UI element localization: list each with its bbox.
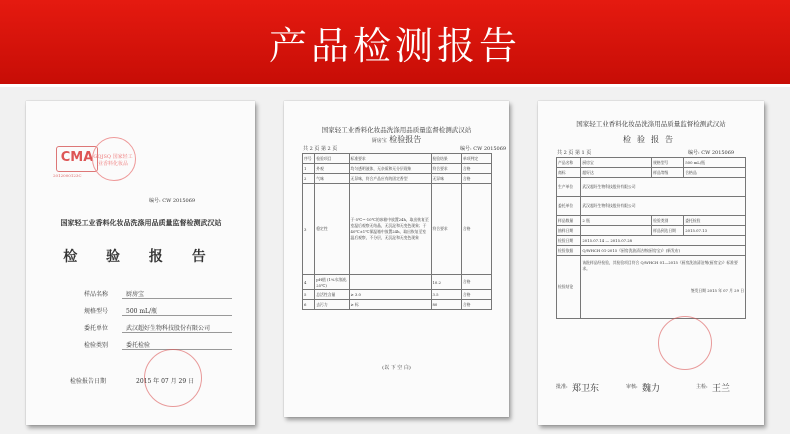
table-cell: 超好达 <box>581 168 652 178</box>
table-cell: 商标 <box>557 168 581 178</box>
field-value: 武汉超好生物科技股份有限公司 <box>126 325 211 332</box>
table-cell: 合格 <box>462 174 492 184</box>
report-date-label: 检验报告日期 <box>70 378 107 385</box>
table-cell: 样品数量 <box>557 216 581 226</box>
field-underline <box>122 315 232 316</box>
table-row <box>303 275 492 290</box>
table-cell: 武汉超好生物科技股份有限公司 <box>581 197 746 216</box>
signature: 王兰 <box>712 384 731 394</box>
table-row <box>303 184 492 275</box>
table-cell: 稳定性 <box>315 184 349 275</box>
table-row <box>557 226 746 236</box>
table-row <box>557 158 746 168</box>
table-cell: 6 <box>303 300 315 310</box>
table-cell: 均匀透明液体，无杂质和无分层现象 <box>349 164 431 174</box>
banner <box>0 0 790 87</box>
table-cell: 4 <box>303 275 315 290</box>
table-cell: 1 <box>303 164 315 174</box>
table-cell: 生产单位 <box>557 178 581 197</box>
table-row <box>557 256 746 319</box>
table-cell: 总活性含量 <box>315 290 349 300</box>
report-title-text: 检验报告 <box>389 135 422 144</box>
field-label: 委托单位 <box>84 325 109 332</box>
cma-logo: CMA <box>56 146 98 172</box>
table-cell: 规格型号 <box>652 158 684 168</box>
column-header: 单项判定 <box>462 154 492 164</box>
table-cell: 2 瓶 <box>581 216 652 226</box>
table-cell: 80 <box>431 300 462 310</box>
table-row <box>303 164 492 174</box>
table-cell: 合格品 <box>684 168 746 178</box>
results-table <box>302 153 492 310</box>
table-header-row <box>303 154 492 164</box>
conclusion-text: 该批样品经检验，其检验项目符合 Q/WHCH 01—2015《厨房洗油清洁剂(厨房宝)》标准要求。 <box>582 260 738 271</box>
column-header: 标准要求 <box>349 154 431 164</box>
table-cell: 检验结论 <box>557 256 581 319</box>
summary-table <box>556 157 746 319</box>
column-header: 序号 <box>303 154 315 164</box>
table-cell: 于-5℃~-10℃的冰箱中放置24h，取出恢复至室温后观察无结晶，无沉淀和无变色现象；于40℃±1℃保温箱中放置24h，取出恢复至室温后观察，不分层，无沉淀和无变色现象 <box>349 184 431 275</box>
official-seal-icon <box>658 316 712 370</box>
table-cell <box>349 275 431 290</box>
table-cell: 武汉超好生物科技股份有限公司 <box>581 178 746 197</box>
table-row <box>303 174 492 184</box>
table-cell: 500 mL/瓶 <box>684 158 746 168</box>
table-cell: 检验依据 <box>557 246 581 256</box>
organization-name: 国家轻工业香料化妆品洗涤用品质量监督检测武汉站 <box>576 120 726 128</box>
table-row <box>557 197 746 216</box>
report-summary-page[interactable] <box>538 101 764 425</box>
table-row <box>557 178 746 197</box>
report-number: 编号: CW 2015069 <box>688 150 735 156</box>
table-cell: 产品名称 <box>557 158 581 168</box>
table-cell: 2015.07.13 <box>684 226 746 236</box>
conclusion-cell <box>581 256 746 319</box>
report-title: 检验报告 <box>623 135 679 144</box>
report-number: 编号: CW 2015069 <box>149 198 196 204</box>
seal-text: GQJSQ 国家轻工业香料化妆品 <box>93 154 133 167</box>
banner-title: 产品检测报告 <box>268 23 521 68</box>
field-label: 样品名称 <box>84 291 109 298</box>
table-cell: 合格 <box>462 164 492 174</box>
table-cell: 无异味 <box>431 174 462 184</box>
field-label: 规格型号 <box>84 308 109 315</box>
column-header: 检验结果 <box>431 154 462 164</box>
field-underline <box>122 298 232 299</box>
table-cell: 符合要求 <box>431 164 462 174</box>
report-heading: 检 验 报 告 <box>63 249 218 265</box>
sample-stamp: 厨房宝 <box>371 138 387 144</box>
table-cell: 委托单位 <box>557 197 581 216</box>
table-cell: 外观 <box>315 164 349 174</box>
sign-label: 主检: <box>696 384 708 390</box>
field-value: 厨房宝 <box>126 291 145 298</box>
table-row <box>557 216 746 226</box>
table-cell: 5 <box>303 290 315 300</box>
table-cell: 抽样日期 <box>557 226 581 236</box>
table-row <box>303 300 492 310</box>
table-cell: ≥ 标 <box>349 300 431 310</box>
cma-number: 2012000123C <box>53 173 82 178</box>
report-date: 2015 年 07 月 29 日 <box>136 378 195 385</box>
table-cell: ≥ 3.0 <box>349 290 431 300</box>
table-cell: 10.2 <box>431 275 462 290</box>
table-cell: 3.5 <box>431 290 462 300</box>
table-row <box>557 236 746 246</box>
table-row <box>557 246 746 256</box>
field-label: 检验类别 <box>84 342 109 349</box>
table-cell: 检验日期 <box>557 236 581 246</box>
banner-bar <box>0 0 790 84</box>
table-cell: 合格 <box>462 184 492 275</box>
pager: 共 2 页 第 1 页 <box>557 150 592 156</box>
report-title <box>284 134 509 145</box>
table-cell: 检验类别 <box>652 216 684 226</box>
table-cell: pH值 (1%水溶液, 25℃) <box>316 276 348 288</box>
table-cell: 无异味，符合产品应有的固定香型 <box>349 174 431 184</box>
field-underline <box>122 332 232 333</box>
signature: 郑卫东 <box>572 384 600 394</box>
field-value: 委托检验 <box>126 342 151 349</box>
table-cell: 合格 <box>462 275 492 290</box>
table-cell: 合格 <box>462 300 492 310</box>
table-cell: 2 <box>303 174 315 184</box>
table-row <box>303 290 492 300</box>
official-seal-icon <box>144 349 202 407</box>
report-number: 编号: CW 2015069 <box>460 146 507 152</box>
field-value: 500 mL/瓶 <box>126 308 158 315</box>
table-cell: 合格 <box>462 290 492 300</box>
table-cell: 符合要求 <box>431 184 462 275</box>
table-cell: Q/WHCH 01-2015《厨房洗油清洁剂(厨房宝)》(新发布) <box>581 246 746 256</box>
pager: 共 2 页 第 2 页 <box>303 146 338 152</box>
signature: 魏力 <box>642 384 661 394</box>
sign-label: 批准: <box>556 384 568 390</box>
end-of-table-note: (以 下 空 白) <box>382 365 411 371</box>
table-row <box>557 168 746 178</box>
table-cell: 去污力 <box>315 300 349 310</box>
conclusion-date: 签发日期 2015 年 07 月 29 日 <box>690 288 744 293</box>
sign-label: 审核: <box>626 384 638 390</box>
column-header: 检验项目 <box>315 154 349 164</box>
organization-name: 国家轻工业香料化妆品洗涤用品质量监督检测武汉站 <box>321 126 472 134</box>
report-cover-page[interactable] <box>26 101 255 425</box>
table-cell: 2015.07.14 — 2015.07.28 <box>581 236 746 246</box>
table-cell: 3 <box>303 184 315 275</box>
table-cell: 厨房宝 <box>581 158 652 168</box>
table-cell: 气味 <box>315 174 349 184</box>
report-results-page[interactable] <box>284 101 509 417</box>
organization-name: 国家轻工业香料化妆品洗涤用品质量监督检测武汉站 <box>60 218 222 227</box>
table-cell: 样品等级 <box>652 168 684 178</box>
table-cell <box>581 226 652 236</box>
table-cell: 委托检验 <box>684 216 746 226</box>
table-cell: 样品到达日期 <box>652 226 684 236</box>
